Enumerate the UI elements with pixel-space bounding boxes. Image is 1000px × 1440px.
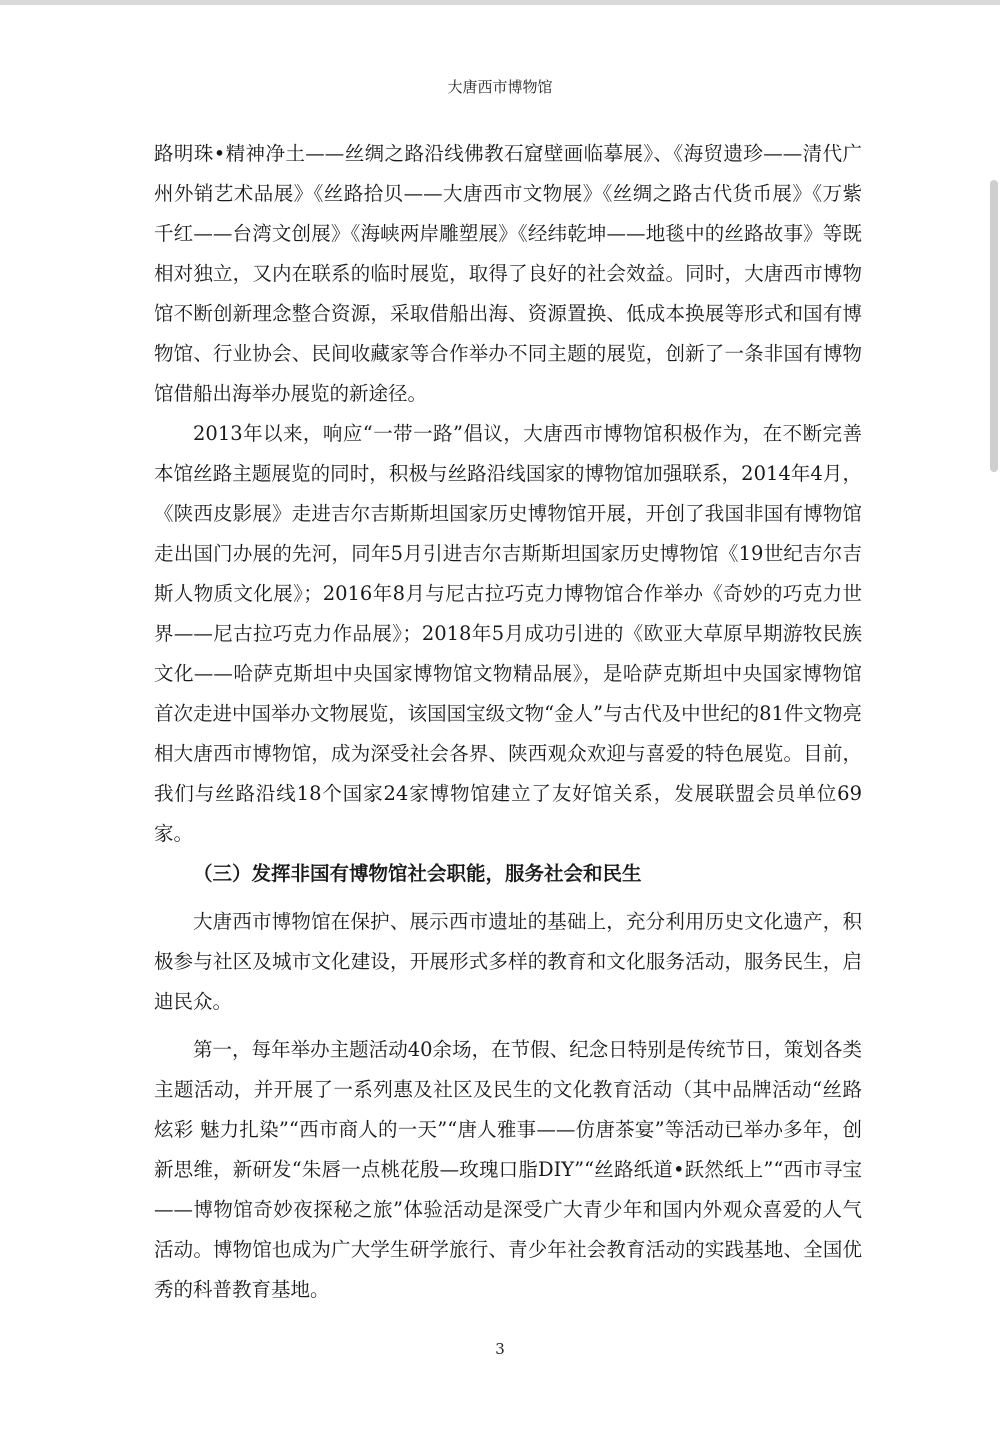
paragraph-themed-activities: 第一，每年举办主题活动40余场，在节假、纪念日特别是传统节日，策划各类主题活动，并开展了一系列惠及社区及民生的文化教育活动（其中品牌活动“丝路炫彩 魅力扎染”“西市商人的一天”“唐人雅事——仿唐茶宴”等活动已举办多年，创新思维，新研发“朱唇一点桃花殷—玫瑰口脂DIY”“丝路纸道•跃然纸上”“西市寻宝——博物馆奇妙夜探秘之旅”体验活动是深受广大青少年和国内外观众喜爱的人气活动。博物馆也成为广大学生研学旅行、青少年社会教育活动的实践基地、全国优秀的科普教育基地。	[154, 1038, 862, 1301]
paragraph-continuation: 路明珠•精神净土——丝绸之路沿线佛教石窟壁画临摹展》、《海贸遗珍——清代广州外销艺术品展》《丝路拾贝——大唐西市文物展》《丝绸之路古代货币展》《万紫千红——台湾文创展》《海峡两岸雕塑展》《经纬乾坤——地毯中的丝路故事》等既相对独立，又内在联系的临时展览，取得了良好的社会效益。同时，大唐西市博物馆不断创新理念整合资源，采取借船出海、资源置换、低成本换展等形式和国有博物馆、行业协会、民间收藏家等合作举办不同主题的展览，创新了一条非国有博物馆借船出海举办展览的新途径。	[154, 142, 862, 405]
running-header: 大唐西市博物馆	[447, 78, 553, 96]
paragraph-social-function: 大唐西市博物馆在保护、展示西市遗址的基础上，充分利用历史文化遗产，积极参与社区及城市文化建设，开展形式多样的教育和文化服务活动，服务民生，启迪民众。	[154, 910, 862, 1013]
viewer-top-strip	[0, 0, 1000, 5]
scrollbar-thumb[interactable]	[990, 180, 998, 472]
section-heading: （三）发挥非国有博物馆社会职能，服务社会和民生	[193, 862, 642, 885]
page-number: 3	[495, 1340, 505, 1358]
paragraph-silk-road-exchange: 2013年以来，响应“一带一路”倡议，大唐西市博物馆积极作为，在不断完善本馆丝路主题展览的同时，积极与丝路沿线国家的博物馆加强联系，2014年4月，《陕西皮影展》走进吉尔吉斯斯坦国家历史博物馆开展，开创了我国非国有博物馆走出国门办展的先河，同年5月引进吉尔吉斯斯坦国家历史博物馆《19世纪吉尔吉斯人物质文化展》；2016年8月与尼古拉巧克力博物馆合作举办《奇妙的巧克力世界——尼古拉巧克力作品展》；2018年5月成功引进的《欧亚大草原早期游牧民族文化——哈萨克斯坦中央国家博物馆文物精品展》，是哈萨克斯坦中央国家博物馆首次走进中国举办文物展览，该国国宝级文物“金人”与古代及中世纪的81件文物亮相大唐西市博物馆，成为深受社会各界、陕西观众欢迎与喜爱的特色展览。目前，我们与丝路沿线18个国家24家博物馆建立了友好馆关系，发展联盟会员单位69家。	[154, 422, 862, 845]
document-body	[154, 134, 862, 1310]
